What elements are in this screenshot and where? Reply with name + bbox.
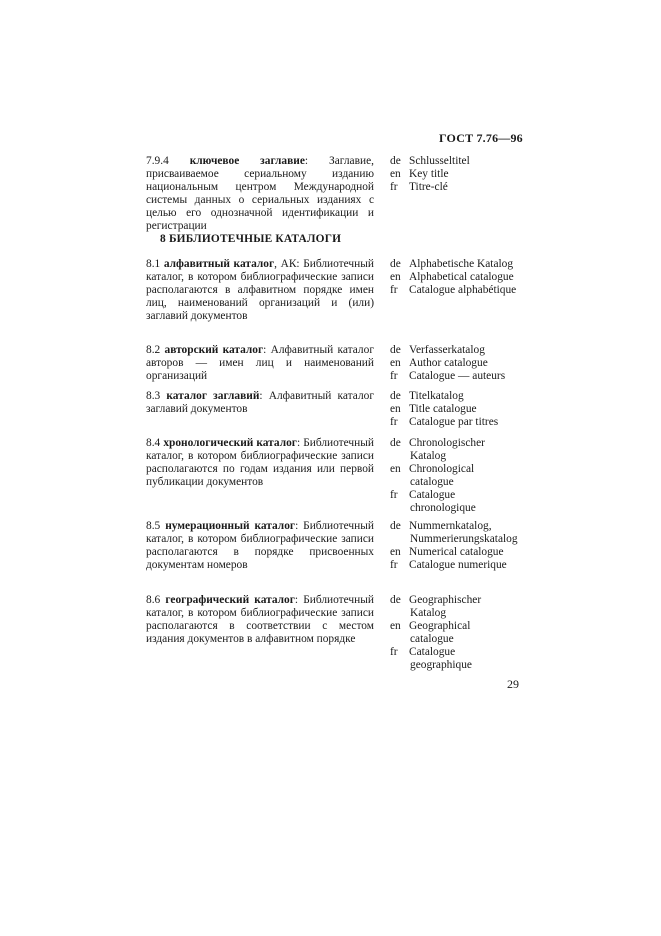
equivalent-fr: fr Catalogue par titres — [390, 415, 499, 428]
equivalent-fr: fr Catalogue chronologique — [390, 488, 476, 514]
term-suffix: , АК: — [274, 258, 300, 270]
term-definition: Алфавитный каталог заглавий документов — [146, 390, 375, 415]
term-equivalents-8-6 — [390, 594, 515, 671]
document-standard-code: ГОСТ 7.76—96 — [439, 131, 523, 145]
term-definition: Заглавие, присваиваемое сериальному изданию национальным центром Международной системы данных о сериальных изданиях с целью его однозначной идентификации и регистрации — [146, 155, 374, 232]
term-equivalents-8-5 — [390, 520, 518, 572]
term-title: нумерационный каталог — [165, 520, 296, 532]
page-number: 29 — [507, 677, 519, 691]
equivalent-en: en Key title — [390, 167, 449, 180]
term-entry-8-3 — [146, 390, 374, 416]
equivalent-fr: fr Catalogue geographique — [390, 645, 472, 671]
term-equivalents-8-3 — [390, 390, 530, 429]
term-equivalents-8-1 — [390, 258, 518, 297]
term-number: 8.5 — [146, 520, 161, 532]
term-number: 8.1 — [146, 258, 161, 270]
equivalent-en: en Numerical catalogue — [390, 545, 504, 558]
equivalent-fr: fr Catalogue numerique — [390, 558, 507, 571]
term-title: географический каталог — [165, 594, 295, 606]
term-number: 8.2 — [146, 344, 161, 356]
equivalent-de: de Schlusseltitel — [390, 155, 470, 167]
term-number: 8.4 — [146, 437, 161, 449]
equivalent-en: en Author catalogue — [390, 356, 488, 369]
term-title: алфавитный каталог — [163, 258, 275, 270]
term-title: каталог заглавий — [166, 390, 260, 402]
term-title: ключевое заглавие — [189, 155, 305, 167]
term-suffix: : — [296, 437, 301, 449]
term-suffix: : — [259, 390, 263, 402]
term-suffix: : — [294, 594, 299, 606]
term-definition: Библиотечный каталог, в котором библиографические записи располагаются в порядке присвоенных документам номеров — [146, 520, 374, 571]
term-entry-8-6 — [146, 594, 374, 646]
term-entry-8-2 — [146, 344, 374, 383]
equivalent-de: de Chronologischer Katalog — [390, 437, 485, 462]
equivalent-de: de Titelkatalog — [390, 390, 464, 402]
equivalent-fr: fr Titre-clé — [390, 180, 448, 193]
equivalent-en: en Chronological catalogue — [390, 462, 475, 488]
equivalent-en: en Geographical catalogue — [390, 619, 471, 645]
section-heading: 8 БИБЛИОТЕЧНЫЕ КАТАЛОГИ — [160, 233, 342, 245]
equivalent-de: de Alphabetische Katalog — [390, 258, 514, 270]
term-definition: Библиотечный каталог, в котором библиографические записи располагаются в алфавитном порядке имен лиц, наименований организаций и (или) заглавий документов — [146, 258, 374, 322]
term-entry-7-9-4 — [146, 155, 374, 232]
equivalent-fr: fr Catalogue — auteurs — [390, 369, 506, 382]
term-number: 8.3 — [146, 390, 161, 402]
term-entry-8-1 — [146, 258, 374, 323]
term-title: авторский каталог — [164, 344, 264, 356]
equivalent-de: de Nummernkatalog, Nummerierungskatalog — [390, 520, 518, 545]
term-entry-8-5 — [146, 520, 374, 572]
equivalent-de: de Geographischer Katalog — [390, 594, 482, 619]
term-title: хронологический каталог — [163, 437, 297, 449]
term-definition: Алфавитный каталог авторов — имен лиц и наименований организаций — [146, 344, 374, 382]
term-suffix: : — [263, 344, 267, 356]
term-entry-8-4 — [146, 437, 374, 489]
term-suffix: : — [304, 155, 309, 167]
equivalent-de: de Verfasserkatalog — [390, 344, 485, 356]
term-definition: Библиотечный каталог, в котором библиографические записи располагаются в соответствии с местом издания документов в алфавитном порядке — [146, 594, 374, 645]
term-equivalents-7-9-4 — [390, 155, 530, 194]
term-equivalents-8-4 — [390, 437, 515, 514]
term-number: 7.9.4 — [146, 155, 169, 167]
term-number: 8.6 — [146, 594, 161, 606]
term-suffix: : — [295, 520, 299, 532]
equivalent-en: en Title catalogue — [390, 402, 477, 415]
term-definition: Библиотечный каталог, в котором библиографические записи располагаются по годам издания или первой публикации документов — [146, 437, 374, 488]
equivalent-en: en Alphabetical catalogue — [390, 270, 514, 283]
term-equivalents-8-2 — [390, 344, 530, 383]
equivalent-fr: fr Catalogue alphabétique — [390, 283, 517, 296]
